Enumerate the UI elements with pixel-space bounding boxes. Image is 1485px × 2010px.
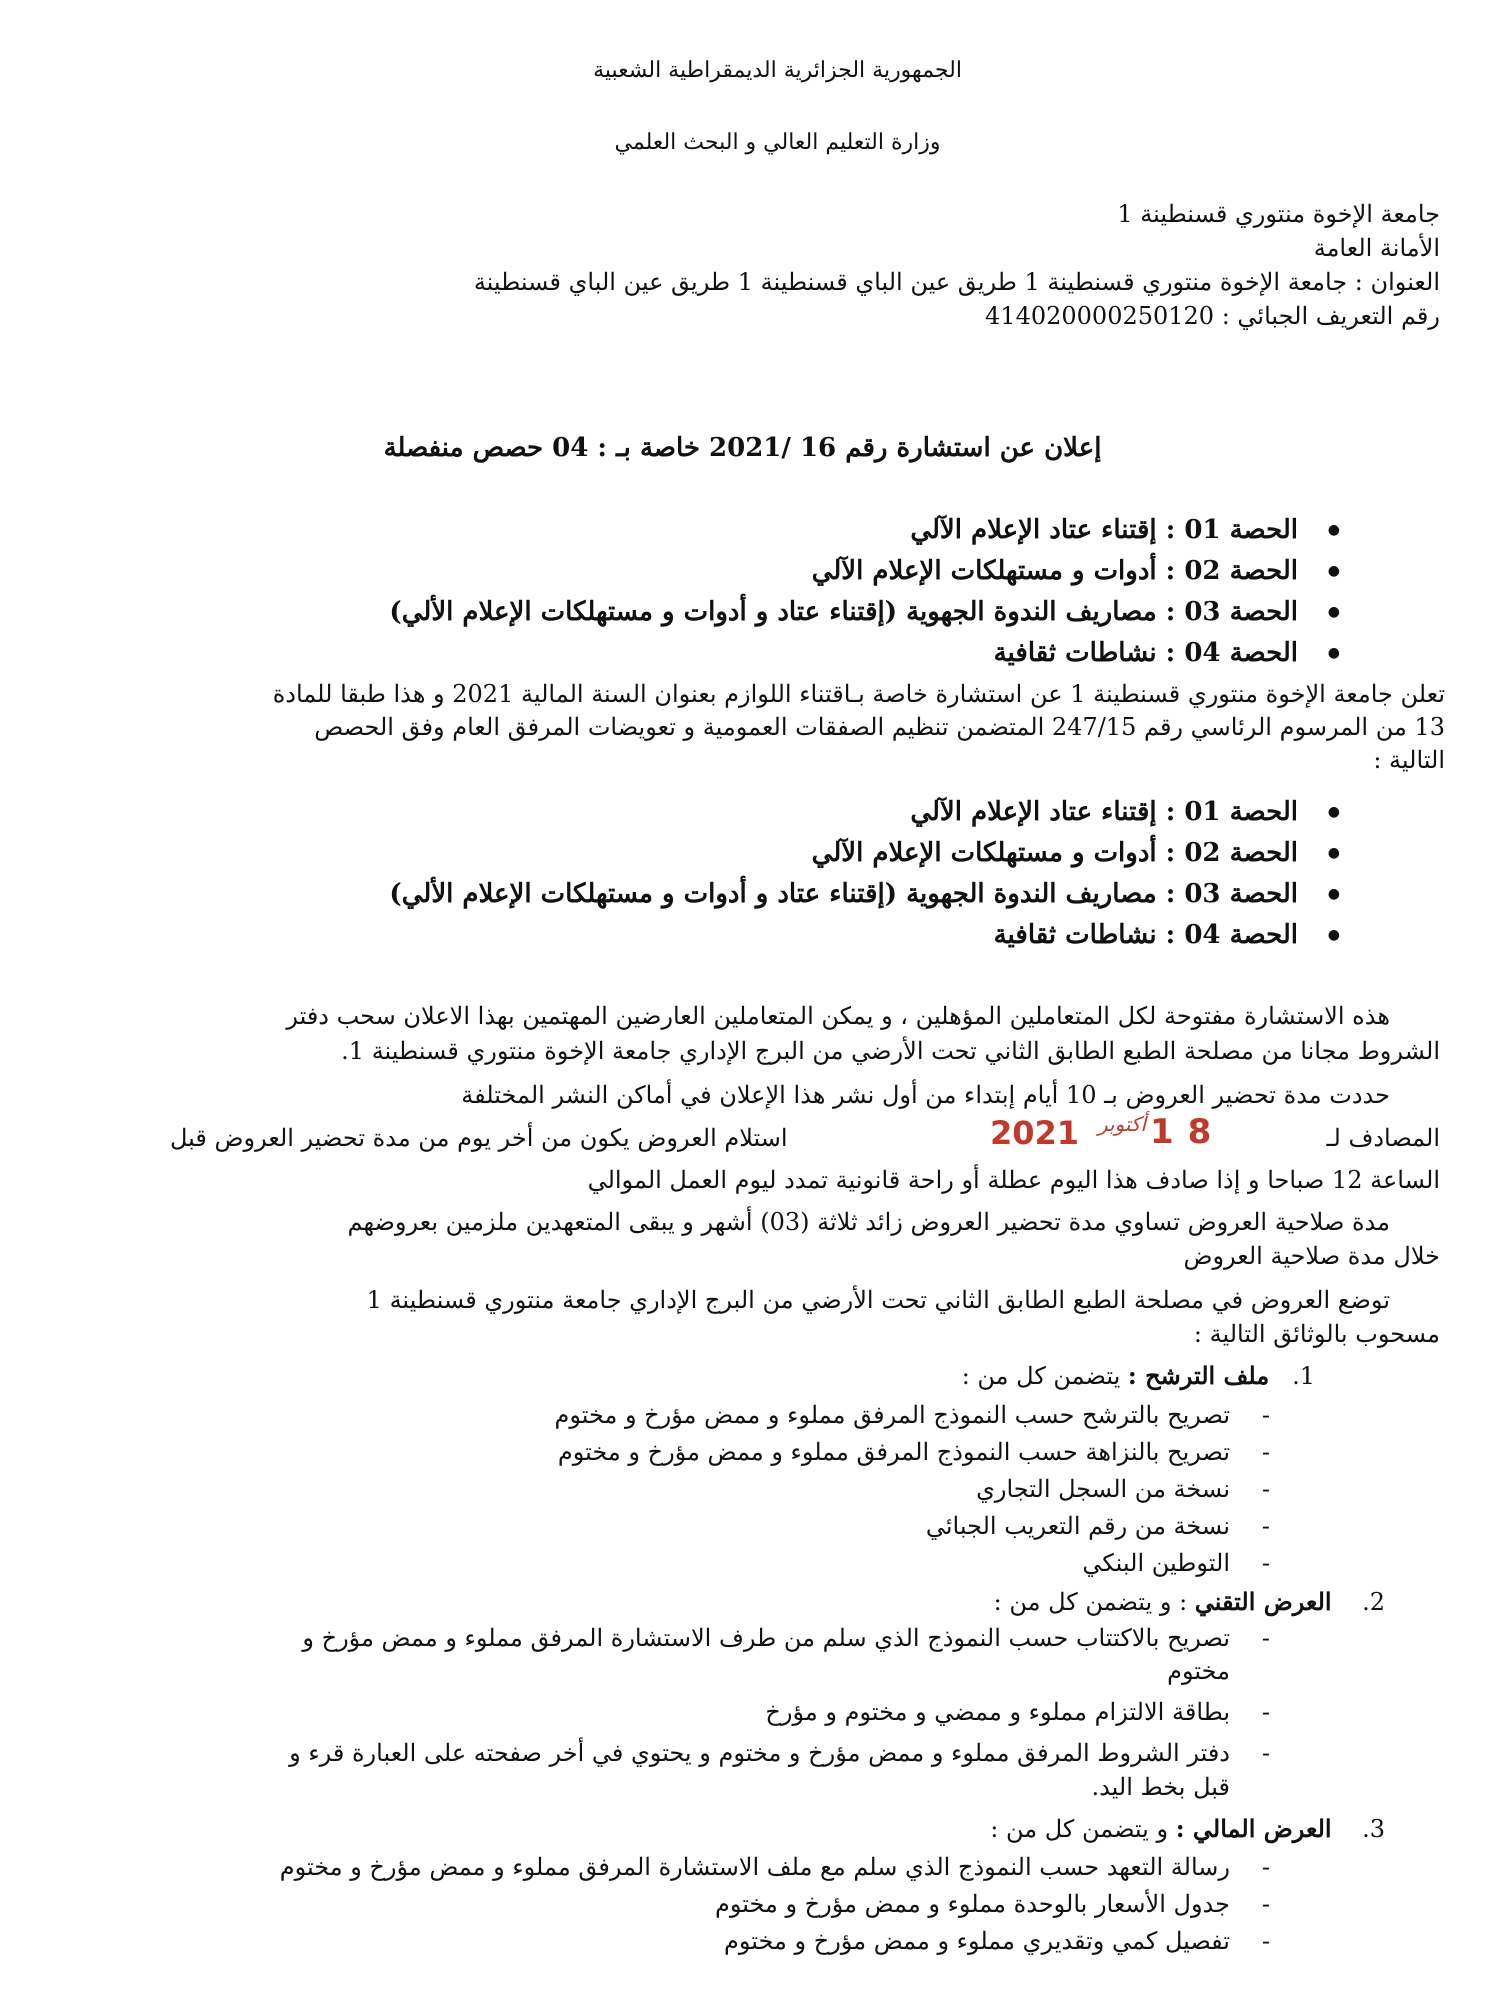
section-number: 3. bbox=[1362, 1815, 1385, 1843]
lots-list-bottom bbox=[389, 792, 1340, 956]
document-item: - رسالة التعهد حسب النموذج الذي سلم مع ملف الاستشارة المرفق مملوء و ممض مؤرخ و مختوم bbox=[280, 1849, 1270, 1886]
section-3-heading bbox=[990, 1814, 1385, 1844]
stamp-month: أكتوبر bbox=[1098, 1112, 1147, 1136]
document-item: - تفصيل كمي وتقديري مملوء و ممض مؤرخ و مختوم bbox=[280, 1923, 1270, 1960]
section-number: 2. bbox=[1362, 1588, 1385, 1616]
deadline-start: المصادف لـ bbox=[1326, 1124, 1440, 1152]
section-title: العرض التقني bbox=[1194, 1587, 1332, 1616]
lot-item: ● الحصة 04 : نشاطات ثقافية bbox=[389, 915, 1340, 956]
validity-line-2: خلال مدة صلاحية العروض bbox=[1183, 1242, 1440, 1270]
intro-line: التالية : bbox=[1373, 746, 1445, 774]
section-intro: : و يتضمن كل من : bbox=[993, 1588, 1195, 1616]
validity-line-1: مدة صلاحية العروض تساوي مدة تحضير العروض زائد ثلاثة (03) أشهر و يبقى المتعهدين ملزمين بعروضهم bbox=[347, 1208, 1390, 1236]
document-item: - التوطين البنكي bbox=[554, 1545, 1270, 1582]
institution-address: العنوان : جامعة الإخوة منتوري قسنطينة 1 طريق عين الباي قسنطينة 1 طريق عين الباي قسنطينة bbox=[473, 268, 1440, 296]
announcement-title: إعلان عن استشارة رقم 16 /2021 خاصة بـ : 04 حصص منفصلة bbox=[383, 433, 1102, 463]
institution-block bbox=[474, 197, 1440, 333]
section-1-heading bbox=[962, 1361, 1315, 1391]
country-header: الجمهورية الجزائرية الديمقراطية الشعبية bbox=[593, 58, 962, 83]
tech-item-1-line-2: مختوم bbox=[1167, 1657, 1230, 1685]
section-title: ملف الترشح : bbox=[1127, 1361, 1270, 1390]
section-intro: يتضمن كل من : bbox=[961, 1362, 1128, 1390]
lot-item: ● الحصة 02 : أدوات و مستهلكات الإعلام الآلي bbox=[389, 551, 1340, 592]
lot-item: ● الحصة 03 : مصاريف الندوة الجهوية (إقتناء عتاد و أدوات و مستهلكات الإعلام الألي) bbox=[389, 874, 1340, 915]
stamp-day: 18 bbox=[1150, 1112, 1226, 1152]
intro-line: تعلن جامعة الإخوة منتوري قسنطينة 1 عن استشارة خاصة بـاقتناء اللوازم بعنوان السنة المالية 2021 و هذا طبقا للمادة bbox=[272, 680, 1445, 708]
lot-item: ● الحصة 01 : إقتناء عتاد الإعلام الآلي bbox=[389, 510, 1340, 551]
stamp-year: 2021 bbox=[990, 1114, 1080, 1152]
open-line-2: الشروط مجانا من مصلحة الطبع الطابق الثاني تحت الأرضي من البرج الإداري جامعة الإخوة منتوري قسنطينة 1. bbox=[341, 1037, 1440, 1065]
section-1-list bbox=[554, 1397, 1270, 1582]
tech-item-2: - بطاقة الالتزام مملوء و ممضي و مختوم و مؤرخ bbox=[765, 1698, 1270, 1726]
tech-item-2-text: بطاقة الالتزام مملوء و ممضي و مختوم و مؤرخ bbox=[765, 1698, 1230, 1726]
lot-item: ● الحصة 02 : أدوات و مستهلكات الإعلام الآلي bbox=[389, 833, 1340, 874]
deadline-line-2: الساعة 12 صباحا و إذا صادف هذا اليوم عطلة أو راحة قانونية تمدد ليوم العمل الموالي bbox=[587, 1166, 1440, 1194]
document-item: - تصريح بالنزاهة حسب النموذج المرفق مملوء و ممض مؤرخ و مختوم bbox=[554, 1434, 1270, 1471]
intro-paragraph bbox=[170, 678, 1445, 777]
section-intro: و يتضمن كل من : bbox=[990, 1815, 1176, 1843]
document-item: - نسخة من رقم التعريب الجبائي bbox=[554, 1508, 1270, 1545]
open-line-1: هذه الاستشارة مفتوحة لكل المتعاملين المؤهلين ، و يمكن المتعاملين العارضين المهتمين بهذا الاعلان سحب دفتر bbox=[286, 1002, 1390, 1030]
document-item: - جدول الأسعار بالوحدة مملوء و ممض مؤرخ و مختوم bbox=[280, 1886, 1270, 1923]
institution-name: جامعة الإخوة منتوري قسنطينة 1 bbox=[1117, 200, 1440, 228]
section-number: 1. bbox=[1292, 1362, 1315, 1390]
tech-item-1: - تصريح بالاكتتاب حسب النموذج الذي سلم من طرف الاستشارة المرفق مملوء و ممض مؤرخ و bbox=[302, 1624, 1270, 1652]
tech-item-3-line-2: قبل بخط اليد. bbox=[1091, 1773, 1230, 1801]
intro-line: 13 من المرسوم الرئاسي رقم 247/15 المتضمن تنظيم الصفقات العمومية و تعويضات المرفق العام وفق الحصص bbox=[314, 713, 1445, 741]
period-line: حددت مدة تحضير العروض بـ 10 أيام إبتداء من أول نشر هذا الإعلان في أماكن النشر المختلفة bbox=[461, 1081, 1390, 1109]
tech-item-3: - دفتر الشروط المرفق مملوء و ممض مؤرخ و مختوم و يحتوي في أخر صفحته على العبارة قرء و bbox=[289, 1739, 1270, 1767]
document-item: - نسخة من السجل التجاري bbox=[554, 1471, 1270, 1508]
section-3-list bbox=[280, 1849, 1270, 1960]
institution-tax-id: رقم التعريف الجبائي : 414020000250120 bbox=[985, 302, 1440, 330]
document-item: - تصريح بالترشح حسب النموذج المرفق مملوء و ممض مؤرخ و مختوم bbox=[554, 1397, 1270, 1434]
ministry-header: وزارة التعليم العالي و البحث العلمي bbox=[614, 130, 941, 155]
lot-item: ● الحصة 04 : نشاطات ثقافية bbox=[389, 633, 1340, 674]
submit-line-1: توضع العروض في مصلحة الطبع الطابق الثاني تحت الأرضي من البرج الإداري جامعة منتوري قسنطينة 1 bbox=[366, 1286, 1390, 1314]
section-2-heading bbox=[994, 1587, 1385, 1617]
section-title: العرض المالي : bbox=[1175, 1814, 1332, 1843]
deadline-end: استلام العروض يكون من أخر يوم من مدة تحضير العروض قبل bbox=[170, 1124, 788, 1152]
lot-item: ● الحصة 01 : إقتناء عتاد الإعلام الآلي bbox=[389, 792, 1340, 833]
lots-list-top bbox=[389, 510, 1340, 674]
submit-line-2: مسحوب بالوثائق التالية : bbox=[1193, 1320, 1440, 1348]
lot-item: ● الحصة 03 : مصاريف الندوة الجهوية (إقتناء عتاد و أدوات و مستهلكات الإعلام الألي) bbox=[389, 592, 1340, 633]
tech-item-3-line-1: دفتر الشروط المرفق مملوء و ممض مؤرخ و مختوم و يحتوي في أخر صفحته على العبارة قرء و bbox=[289, 1739, 1230, 1767]
tech-item-1-line-1: تصريح بالاكتتاب حسب النموذج الذي سلم من طرف الاستشارة المرفق مملوء و ممض مؤرخ و bbox=[302, 1624, 1230, 1652]
institution-department: الأمانة العامة bbox=[1313, 234, 1440, 262]
